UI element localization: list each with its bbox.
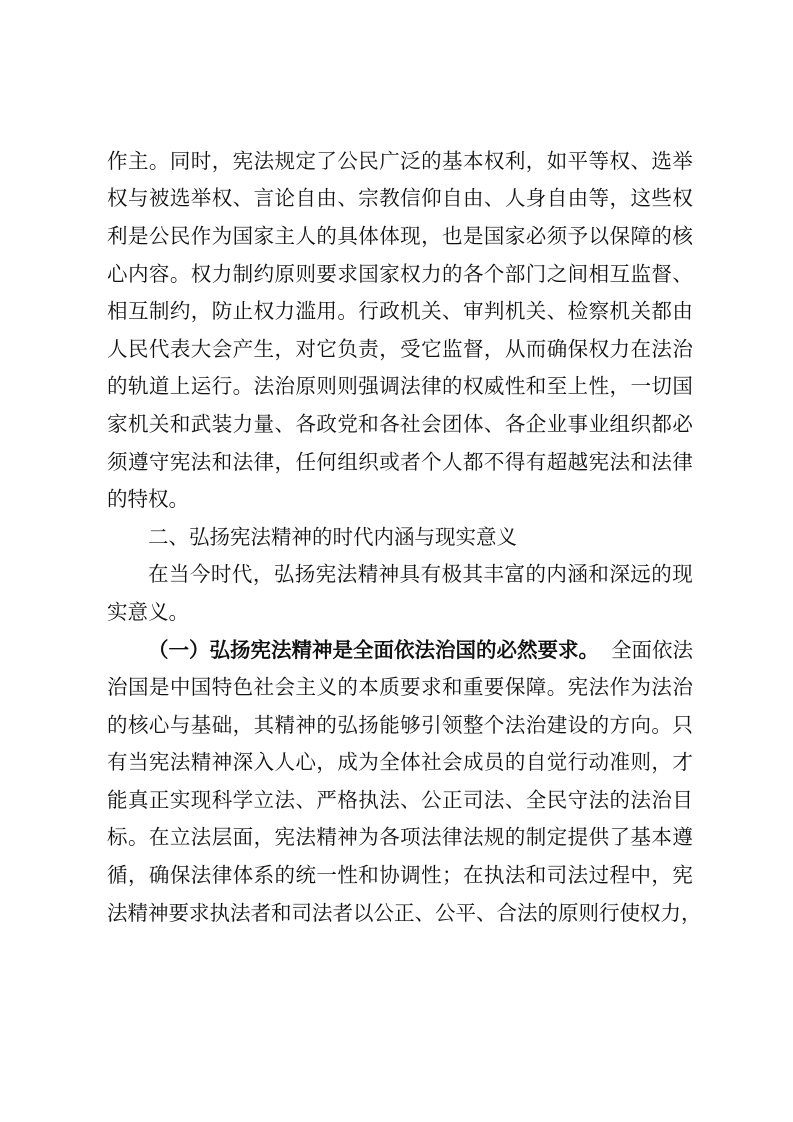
text-line: 权 与 被 选 举 权 、 言 论 自 由 、 宗 教 信 仰 自 由 、 人 身 自 由 等 ， 这 些 权 bbox=[107, 186, 693, 211]
section-heading bbox=[107, 516, 693, 554]
section-heading-text: 二、弘扬宪法精神的时代内涵与现实意义 bbox=[148, 524, 517, 549]
paragraph-era-meaning bbox=[107, 554, 693, 629]
subheading-bold-lead: （一）弘扬宪法精神是全面依法治国的必然要求。 bbox=[148, 637, 599, 662]
text-line: 相 互 制 约 ， 防 止 权 力 滥 用 。 行 政 机 关 、 审 判 机 关 、 检 察 机 关 都 由 bbox=[107, 299, 693, 324]
text-line: 治 国 是 中 国 特 色 社 会 主 义 的 本 质 要 求 和 重 要 保 障 。 宪 法 作 为 法 治 bbox=[107, 675, 693, 700]
text-line: 作 主 。 同 时 ， 宪 法 规 定 了 公 民 广 泛 的 基 本 权 利 ， 如 平 等 权 、 选 举 bbox=[107, 148, 693, 173]
text-line: 法 精 神 要 求 执 法 者 和 司 法 者 以 公 正 、 公 平 、 合 法 的 原 则 行 使 权 力 ， bbox=[107, 900, 702, 925]
text-line: 须 遵 守 宪 法 和 法 律 ， 任 何 组 织 或 者 个 人 都 不 得 有 超 越 宪 法 和 法 律 bbox=[107, 449, 693, 474]
paragraph-rule-of-law bbox=[107, 629, 702, 930]
text-line bbox=[107, 629, 693, 667]
text-line-rest: 全面依法 bbox=[611, 637, 693, 662]
text-line: 标 。 在 立 法 层 面 ， 宪 法 精 神 为 各 项 法 律 法 规 的 制 定 提 供 了 基 本 遵 bbox=[107, 825, 693, 850]
document-page bbox=[107, 140, 702, 929]
text-line: 循 ， 确 保 法 律 体 系 的 统 一 性 和 协 调 性 ； 在 执 法 和 司 法 过 程 中 ， 宪 bbox=[107, 863, 693, 888]
text-line: 人 民 代 表 大 会 产 生 ， 对 它 负 责 ， 受 它 监 督 ， 从 而 确 保 权 力 在 法 治 bbox=[107, 336, 693, 361]
text-line: 家 机 关 和 武 装 力 量 、 各 政 党 和 各 社 会 团 体 、 各 企 业 事 业 组 织 都 必 bbox=[107, 411, 693, 436]
text-line: 利 是 公 民 作 为 国 家 主 人 的 具 体 体 现 ， 也 是 国 家 必 须 予 以 保 障 的 核 bbox=[107, 223, 693, 248]
text-line: 能 真 正 实 现 科 学 立 法 、 严 格 执 法 、 公 正 司 法 、 全 民 守 法 的 法 治 目 bbox=[107, 787, 693, 812]
text-line: 的 轨 道 上 运 行 。 法 治 原 则 则 强 调 法 律 的 权 威 性 和 至 上 性 ， 一 切 国 bbox=[107, 374, 693, 399]
text-line: 有 当 宪 法 精 神 深 入 人 心 ， 成 为 全 体 社 会 成 员 的 自 觉 行 动 准 则 ， 才 bbox=[107, 750, 693, 775]
text-line: 心 内 容 。 权 力 制 约 原 则 要 求 国 家 权 力 的 各 个 部 门 之 间 相 互 监 督 、 bbox=[107, 261, 693, 286]
paragraph-constitution-rights bbox=[107, 140, 693, 516]
text-line: 在 当 今 时 代 ， 弘 扬 宪 法 精 神 具 有 极 其 丰 富 的 内 涵 和 深 远 的 现 bbox=[148, 562, 693, 587]
text-line: 的 核 心 与 基 础 ， 其 精 神 的 弘 扬 能 够 引 领 整 个 法 治 建 设 的 方 向 。 只 bbox=[107, 712, 693, 737]
text-line: 实意义。 bbox=[107, 599, 189, 624]
text-line: 的特权。 bbox=[107, 487, 189, 512]
